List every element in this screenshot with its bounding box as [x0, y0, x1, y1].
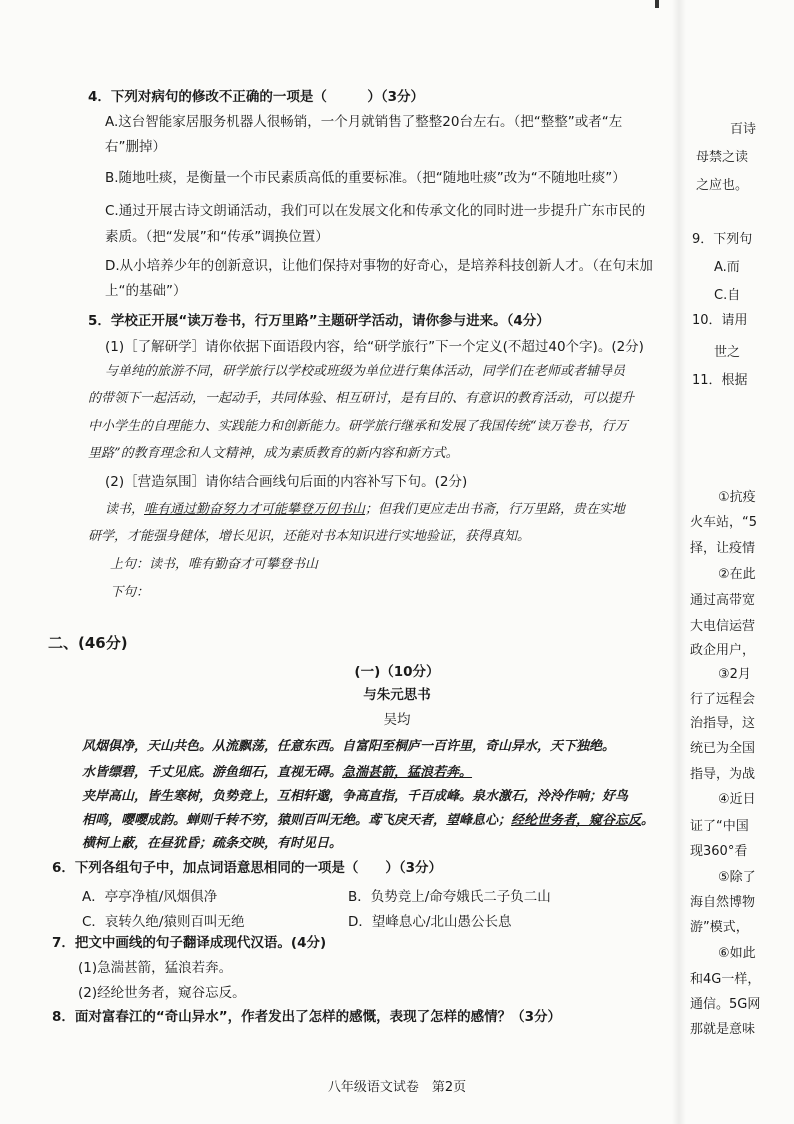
- q5-part1-text: 中小学生的自理能力、实践能力和创新能力。研学旅行继承和发展了我国传统“读万卷书，行万: [88, 419, 628, 434]
- q4-option-c-cont: 素质。（把“发展”和“传承”调换位置）: [105, 229, 329, 245]
- passage-author: 吴均: [383, 712, 411, 728]
- right-col-line: 政企用户，: [690, 643, 756, 658]
- right-col-line: ⑥如此: [718, 946, 756, 961]
- right-col-line: ③2月: [718, 667, 751, 682]
- q5-part1-stem: (1)［了解研学］请你依据下面语段内容，给“研学旅行”下一个定义(不超过40个字)。(2分): [105, 339, 644, 355]
- right-col-line: 9．下列句: [692, 232, 753, 247]
- right-col-line: A.而: [714, 260, 740, 275]
- right-col-line: 证了“中国: [690, 819, 749, 834]
- right-col-line: C.自: [714, 288, 741, 303]
- q4-option-d-cont: 上“的基础”）: [105, 283, 187, 299]
- passage-title: 与朱元思书: [363, 687, 431, 703]
- right-col-line: 世之: [714, 345, 741, 360]
- q5-part2-text: [105, 500, 625, 520]
- right-col-line: 择，让疫情: [690, 541, 756, 556]
- adjacent-page-column: [684, 0, 794, 1124]
- right-col-line: 百诗: [730, 122, 757, 137]
- q4-stem: 4．下列对病句的修改不正确的一项是（ ）（3分）: [88, 89, 425, 105]
- right-col-line: 火车站，“5: [690, 515, 758, 530]
- passage-line: [82, 763, 472, 783]
- q7-stem: 7．把文中画线的句子翻译成现代汉语。(4分): [52, 935, 327, 951]
- right-col-line: 现360°看: [690, 844, 748, 859]
- right-col-line: 10．请用: [692, 313, 748, 328]
- q4-option-d: D.从小培养少年的创新意识，让他们保持对事物的好奇心，是培养科技创新人才。（在句末加: [105, 258, 653, 274]
- q5-part1-text: 里路”的教育理念和人文精神，成为素质教育的新内容和新方式。: [88, 446, 459, 461]
- q6-option-d: D．望峰息心/北山愚公长息: [348, 914, 512, 930]
- q4-option-c: C.通过开展古诗文朗诵活动，我们可以在发展文化和传承文化的同时进一步提升广东市民的: [105, 203, 646, 219]
- q8-stem: 8．面对富春江的“奇山异水”，作者发出了怎样的感慨，表现了怎样的感情？（3分）: [52, 1009, 562, 1025]
- right-col-line: 通过高带宽: [690, 593, 756, 608]
- q5-part1-text: 的带领下一起活动，一起动手，共同体验、相互研讨，是有目的、有意识的教育活动，可以提升: [88, 391, 635, 406]
- edge-mark: [655, 0, 659, 8]
- right-col-line: 之应也。: [696, 178, 749, 193]
- right-col-line: 母禁之读: [696, 150, 749, 165]
- passage-text: 。: [641, 813, 655, 828]
- right-col-line: 海自然博物: [690, 895, 756, 910]
- right-col-line: 指导，为战: [690, 767, 756, 782]
- passage-text: 相鸣，嘤嘤成韵。蝉则千转不穷，猿则百叫无绝。鸢飞戾天者，望峰息心；: [82, 813, 512, 828]
- q5-part1-text: 与单纯的旅游不同，研学旅行以学校或班级为单位进行集体活动，同学们在老师或者辅导员: [105, 364, 626, 379]
- right-col-line: ②在此: [718, 567, 756, 582]
- q4-option-a-cont: 右”删掉）: [105, 139, 166, 155]
- q6-option-a: A．亭亭净植/风烟俱净: [82, 889, 218, 905]
- q6-option-b: B．负势竞上/命夸娥氏二子负二山: [348, 889, 551, 905]
- q5-part2-stem: (2)［营造氛围］请你结合画线句后面的内容补写下句。(2分): [105, 474, 468, 490]
- q5-underlined-sentence: 唯有通过勤奋努力才可能攀登万仞书山: [144, 502, 366, 517]
- right-col-line: 11．根据: [692, 373, 748, 388]
- right-col-line: 和4G一样，: [690, 972, 761, 987]
- q6-stem: 6．下列各组句子中，加点词语意思相同的一项是（ ）（3分）: [52, 860, 443, 876]
- section-heading: 二、(46分): [48, 634, 128, 652]
- right-col-line: 治指导，这: [690, 716, 756, 731]
- right-col-line: ④近日: [718, 792, 756, 807]
- q5-part2-text-c: ；但我们更应走出书斋，行万里路，贵在实地: [365, 502, 626, 517]
- right-col-line: 游”模式，: [690, 920, 749, 935]
- underlined-sentence-1: 急湍甚箭，猛浪若奔。: [342, 765, 473, 780]
- passage-line: 夹岸高山，皆生寒树，负势竞上，互相轩邈，争高直指，千百成峰。泉水激石，泠泠作响；好鸟: [82, 789, 629, 804]
- right-col-line: ①抗疫: [718, 490, 756, 505]
- right-col-line: 通信。5G网: [690, 997, 761, 1012]
- passage-line: [82, 811, 654, 831]
- right-col-line: 行了远程会: [690, 692, 756, 707]
- part-heading: (一)（10分）: [354, 664, 440, 680]
- q6-option-c: C．哀转久绝/猿则百叫无绝: [82, 914, 245, 930]
- q4-option-b: B.随地吐痰，是衡量一个市民素质高低的重要标准。（把“随地吐痰”改为“不随地吐痰”）: [105, 170, 626, 186]
- q5-upper-sentence: 上句：读书，唯有勤奋才可攀登书山: [110, 557, 319, 572]
- underlined-sentence-2: 经纶世务者，窥谷忘反: [511, 813, 642, 828]
- q5-part2-text: 研学，才能强身健体，增长见识，还能对书本知识进行实地验证，获得真知。: [88, 529, 531, 544]
- right-col-line: 那就是意味: [690, 1022, 756, 1037]
- q7-sentence-1: (1)急湍甚箭，猛浪若奔。: [78, 960, 233, 976]
- q5-part2-text-a: 读书，: [105, 502, 145, 517]
- q4-option-a: A.这台智能家居服务机器人很畅销，一个月就销售了整整20台左右。（把“整整”或者“左: [105, 114, 623, 130]
- passage-line: 横柯上蔽，在昼犹昏；疏条交映，有时见日。: [82, 836, 343, 851]
- right-col-line: ⑤除了: [718, 870, 756, 885]
- q5-lower-sentence-label: 下句：: [110, 585, 150, 600]
- q5-stem: 5．学校正开展“读万卷书，行万里路”主题研学活动，请你参与进来。（4分）: [88, 313, 550, 329]
- passage-text: 水皆缥碧，千丈见底。游鱼细石，直视无碍。: [82, 765, 343, 780]
- passage-line: 风烟俱净，天山共色。从流飘荡，任意东西。自富阳至桐庐一百许里，奇山异水，天下独绝。: [82, 739, 616, 754]
- page-footer: 八年级语文试卷 第2页: [327, 1080, 467, 1095]
- q7-sentence-2: (2)经纶世务者，窥谷忘反。: [78, 985, 246, 1001]
- right-col-line: 统已为全国: [690, 741, 756, 756]
- right-col-line: 大电信运营: [690, 619, 756, 634]
